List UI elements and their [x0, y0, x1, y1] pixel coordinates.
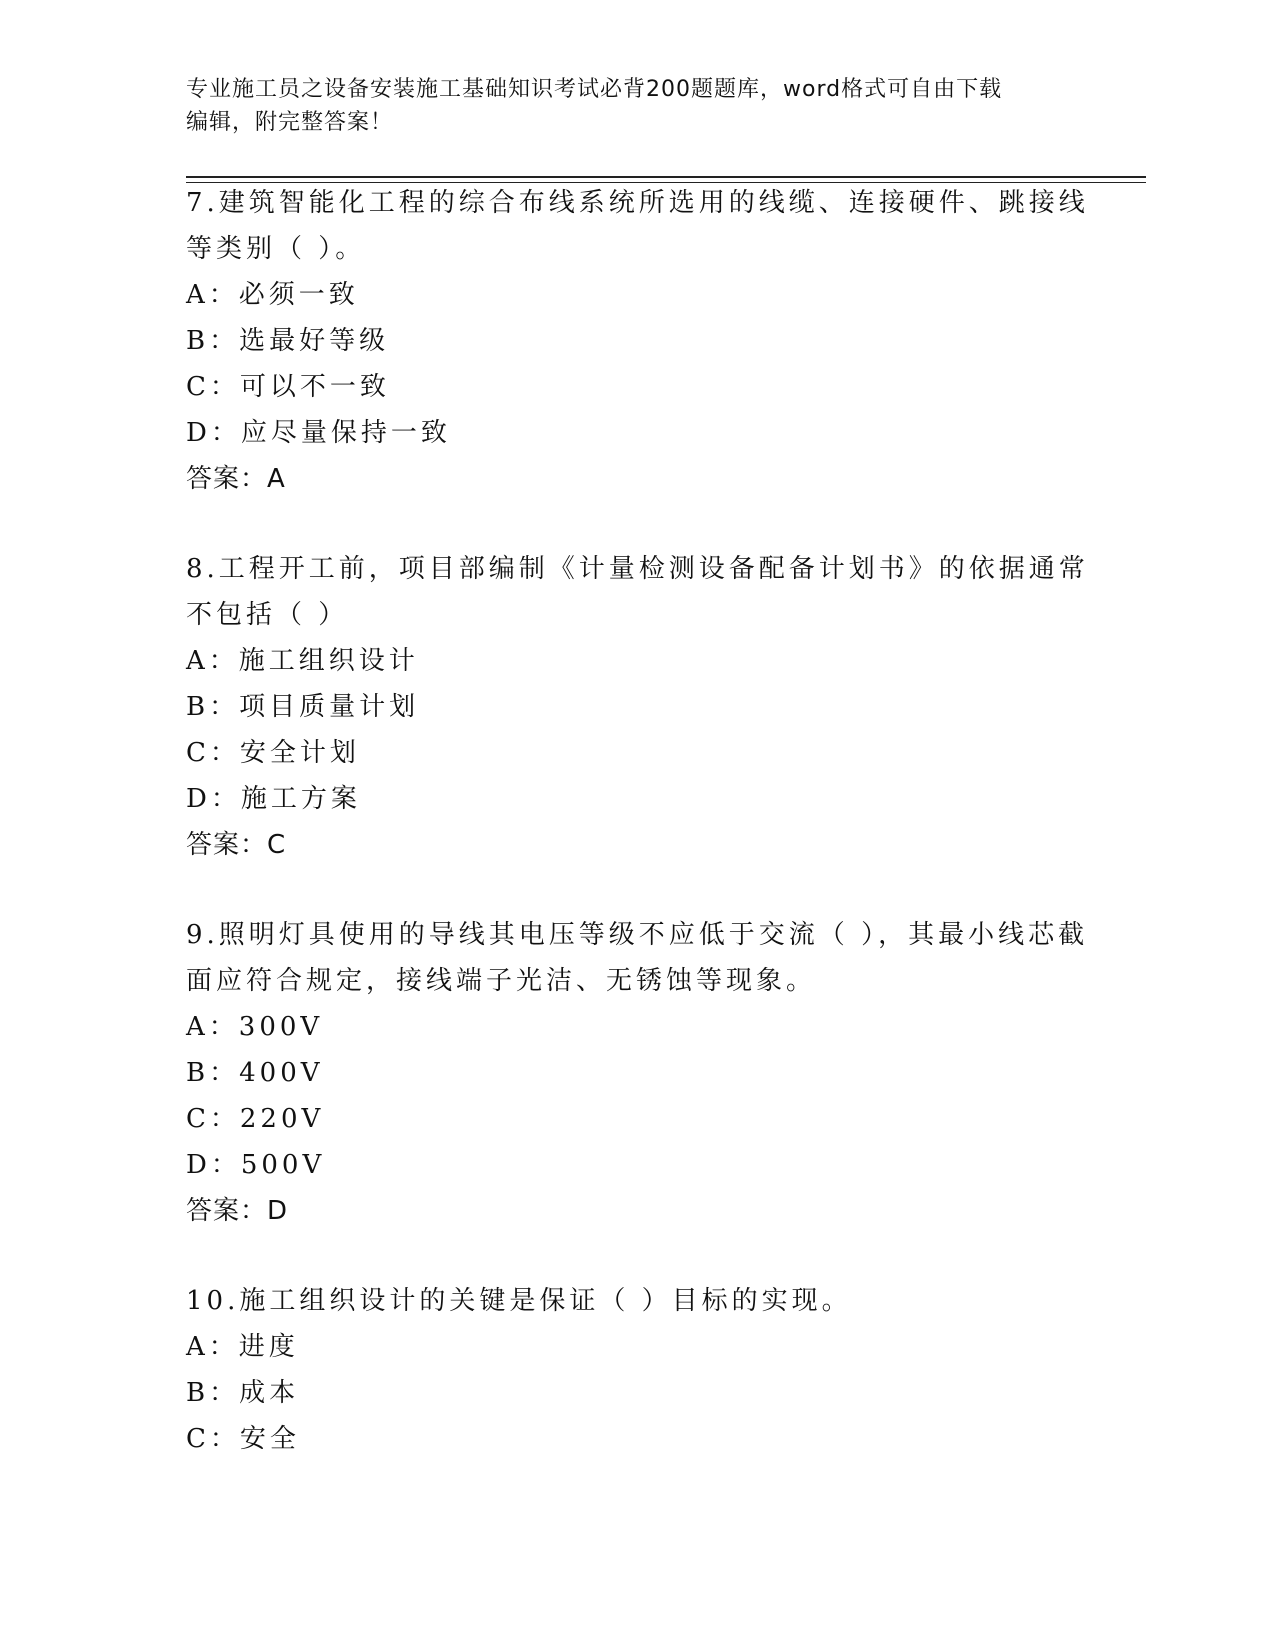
header-line-2: 编辑，附完整答案！ [186, 110, 394, 135]
option-b: B：项目质量计划 [186, 692, 420, 722]
question-stem-line: 8.工程开工前，项目部编制《计量检测设备配备计划书》的依据通常 [186, 554, 1089, 584]
question-9 [186, 912, 1089, 1234]
question-stem-line: 10.施工组织设计的关键是保证（ ）目标的实现。 [186, 1286, 852, 1316]
option-d: D：应尽量保持一致 [186, 418, 451, 448]
option-a: A：施工组织设计 [186, 646, 419, 676]
question-10 [186, 1278, 1086, 1462]
answer-line: 答案：A [186, 464, 286, 494]
header-divider-top [186, 176, 1146, 178]
question-7 [186, 180, 1089, 502]
option-c: C：可以不一致 [186, 372, 390, 402]
option-d: D：施工方案 [186, 784, 361, 814]
option-d: D：500V [186, 1150, 326, 1180]
option-c: C：220V [186, 1104, 325, 1134]
option-a: A：进度 [186, 1332, 299, 1362]
header-line-1: 专业施工员之设备安装施工基础知识考试必背200题题库，word格式可自由下载 [186, 77, 1003, 102]
option-c: C：安全计划 [186, 738, 360, 768]
option-a: A：300V [186, 1012, 324, 1042]
option-b: B：成本 [186, 1378, 300, 1408]
option-b: B：选最好等级 [186, 326, 390, 356]
question-stem-line: 等类别（ ）。 [186, 234, 366, 264]
question-stem-line: 9.照明灯具使用的导线其电压等级不应低于交流（ ），其最小线芯截 [186, 920, 1089, 950]
question-8 [186, 546, 1089, 868]
option-c: C：安全 [186, 1424, 300, 1454]
question-stem-line: 7.建筑智能化工程的综合布线系统所选用的线缆、连接硬件、跳接线 [186, 188, 1089, 218]
question-stem-line: 不包括（ ） [186, 600, 349, 630]
answer-line: 答案：C [186, 830, 287, 860]
option-b: B：400V [186, 1058, 324, 1088]
document-header [186, 73, 1086, 139]
option-a: A：必须一致 [186, 280, 359, 310]
answer-line: 答案：D [186, 1196, 289, 1226]
question-stem-line: 面应符合规定，接线端子光洁、无锈蚀等现象。 [186, 966, 817, 996]
